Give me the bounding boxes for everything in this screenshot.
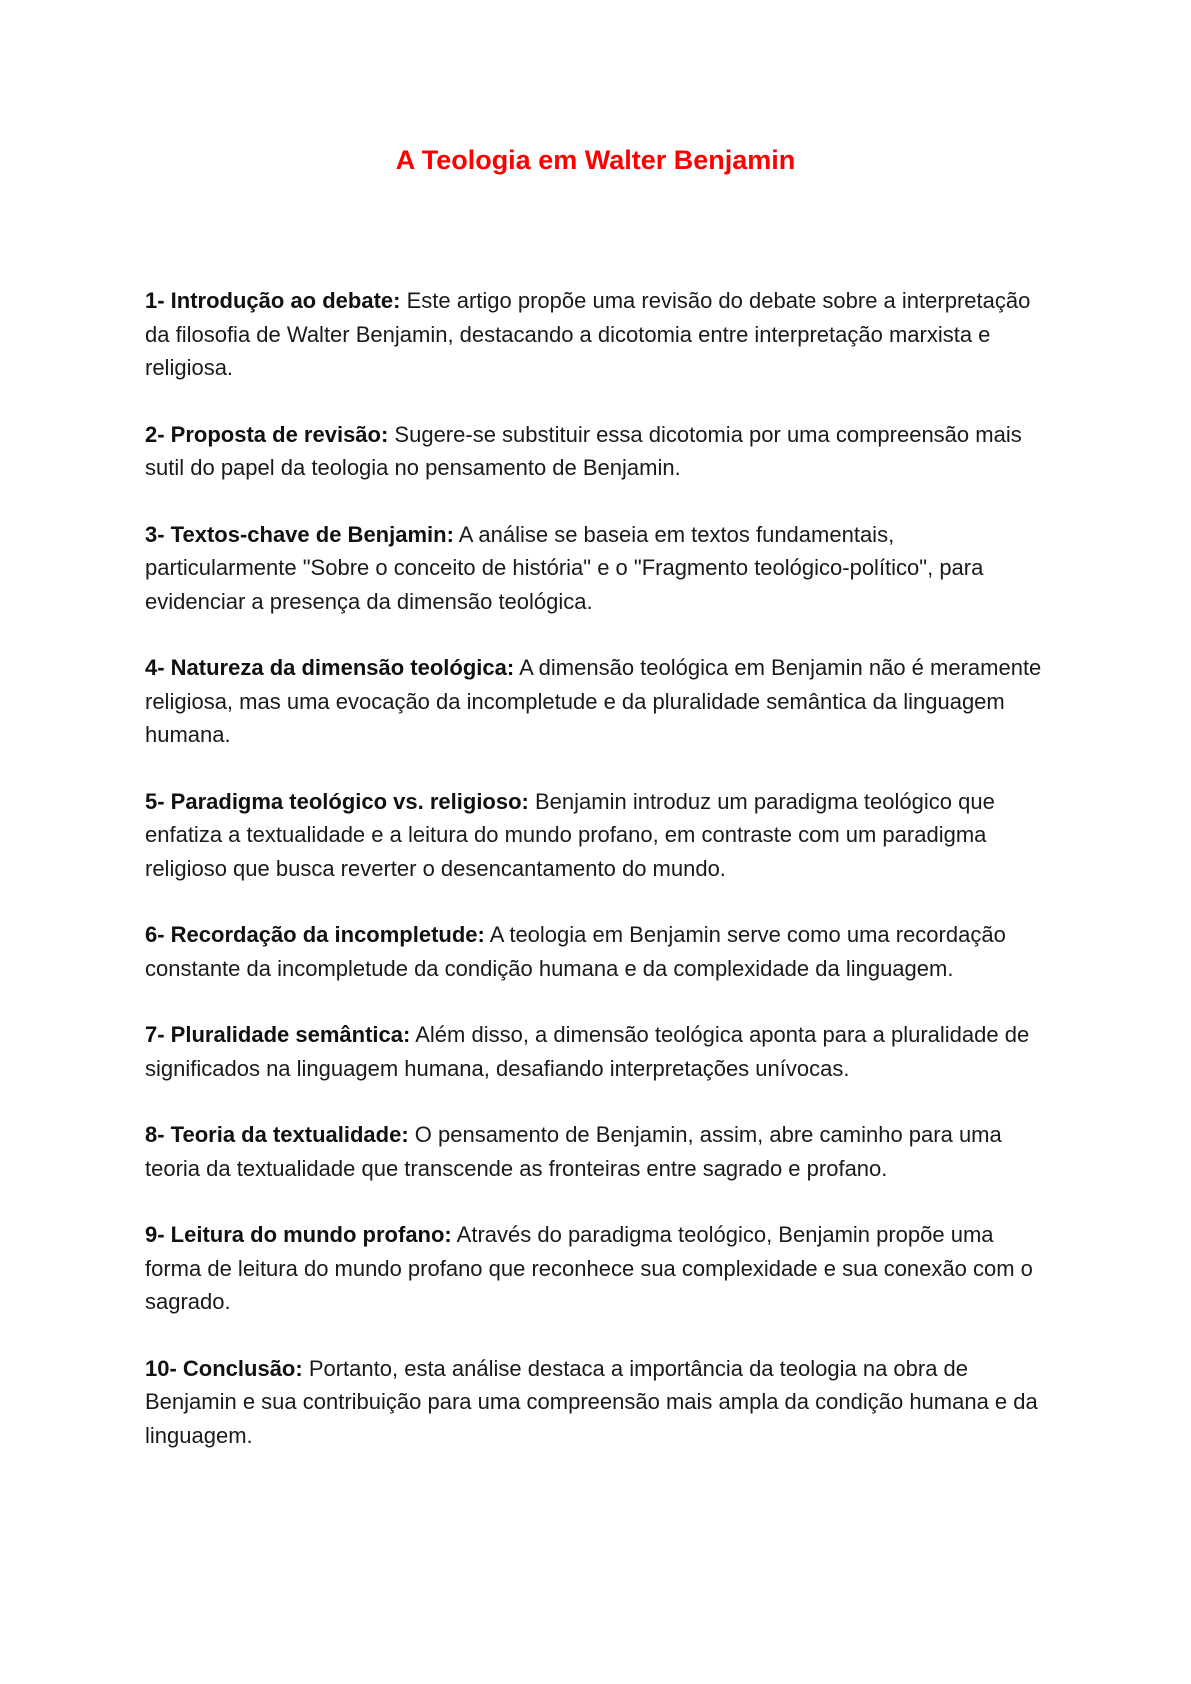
section-proposta — [145, 418, 1045, 485]
section-natureza — [145, 651, 1045, 752]
section-label: 5- Paradigma teológico vs. religioso: — [145, 788, 529, 814]
document-body — [145, 284, 1045, 1485]
section-leitura — [145, 1218, 1045, 1319]
section-label: 10- Conclusão: — [145, 1355, 303, 1381]
section-label: 2- Proposta de revisão: — [145, 421, 389, 447]
section-text: A análise se baseia em textos fundamentais, particularmente "Sobre o conceito de história" e o "Fragmento teológico-político", para evidenciar a presença da dimensão teológica. — [145, 521, 984, 614]
section-label: 1- Introdução ao debate: — [145, 288, 401, 313]
section-label: 4- Natureza da dimensão teológica: — [145, 655, 515, 680]
section-text: Através do paradigma teológico, Benjamin propõe uma forma de leitura do mundo profano que reconhece sua complexidade e sua conexão com o sagrado. — [145, 1222, 1033, 1314]
section-text: Benjamin introduz um paradigma teológico que enfatiza a textualidade e a leitura do mundo profano, em contraste com um paradigma religioso que busca reverter o desencantamento do mundo. — [145, 788, 995, 881]
section-label: 3- Textos-chave de Benjamin: — [145, 521, 454, 547]
section-teoria — [145, 1118, 1045, 1185]
section-textos-chave — [145, 518, 1045, 619]
document-title: A Teologia em Walter Benjamin — [395, 145, 796, 175]
section-text: A teologia em Benjamin serve como uma recordação constante da incompletude da condição humana e da complexidade da linguagem. — [145, 922, 1006, 981]
section-label: 9- Leitura do mundo profano: — [145, 1222, 452, 1247]
section-label: 6- Recordação da incompletude: — [145, 922, 485, 947]
section-label: 8- Teoria da textualidade: — [145, 1122, 409, 1147]
section-paradigma — [145, 785, 1045, 886]
section-text: Além disso, a dimensão teológica aponta para a pluralidade de significados na linguagem humana, desafiando interpretações unívocas. — [145, 1022, 1030, 1081]
section-pluralidade — [145, 1018, 1045, 1085]
section-text: Portanto, esta análise destaca a importância da teologia na obra de Benjamin e sua contribuição para uma compreensão mais ampla da condição humana e da linguagem. — [145, 1355, 1038, 1448]
section-introducao — [145, 284, 1045, 385]
section-recordacao — [145, 918, 1045, 985]
section-label: 7- Pluralidade semântica: — [145, 1022, 411, 1047]
section-conclusao — [145, 1352, 1045, 1453]
section-text: Este artigo propõe uma revisão do debate sobre a interpretação da filosofia de Walter Benjamin, destacando a dicotomia entre interpretação marxista e religiosa. — [145, 288, 1031, 380]
section-text: Sugere-se substituir essa dicotomia por uma compreensão mais sutil do papel da teologia no pensamento de Benjamin. — [145, 421, 1022, 480]
section-text: O pensamento de Benjamin, assim, abre caminho para uma teoria da textualidade que transcende as fronteiras entre sagrado e profano. — [145, 1122, 1002, 1181]
section-text: A dimensão teológica em Benjamin não é meramente religiosa, mas uma evocação da incompletude e da pluralidade semântica da linguagem humana. — [145, 655, 1042, 747]
